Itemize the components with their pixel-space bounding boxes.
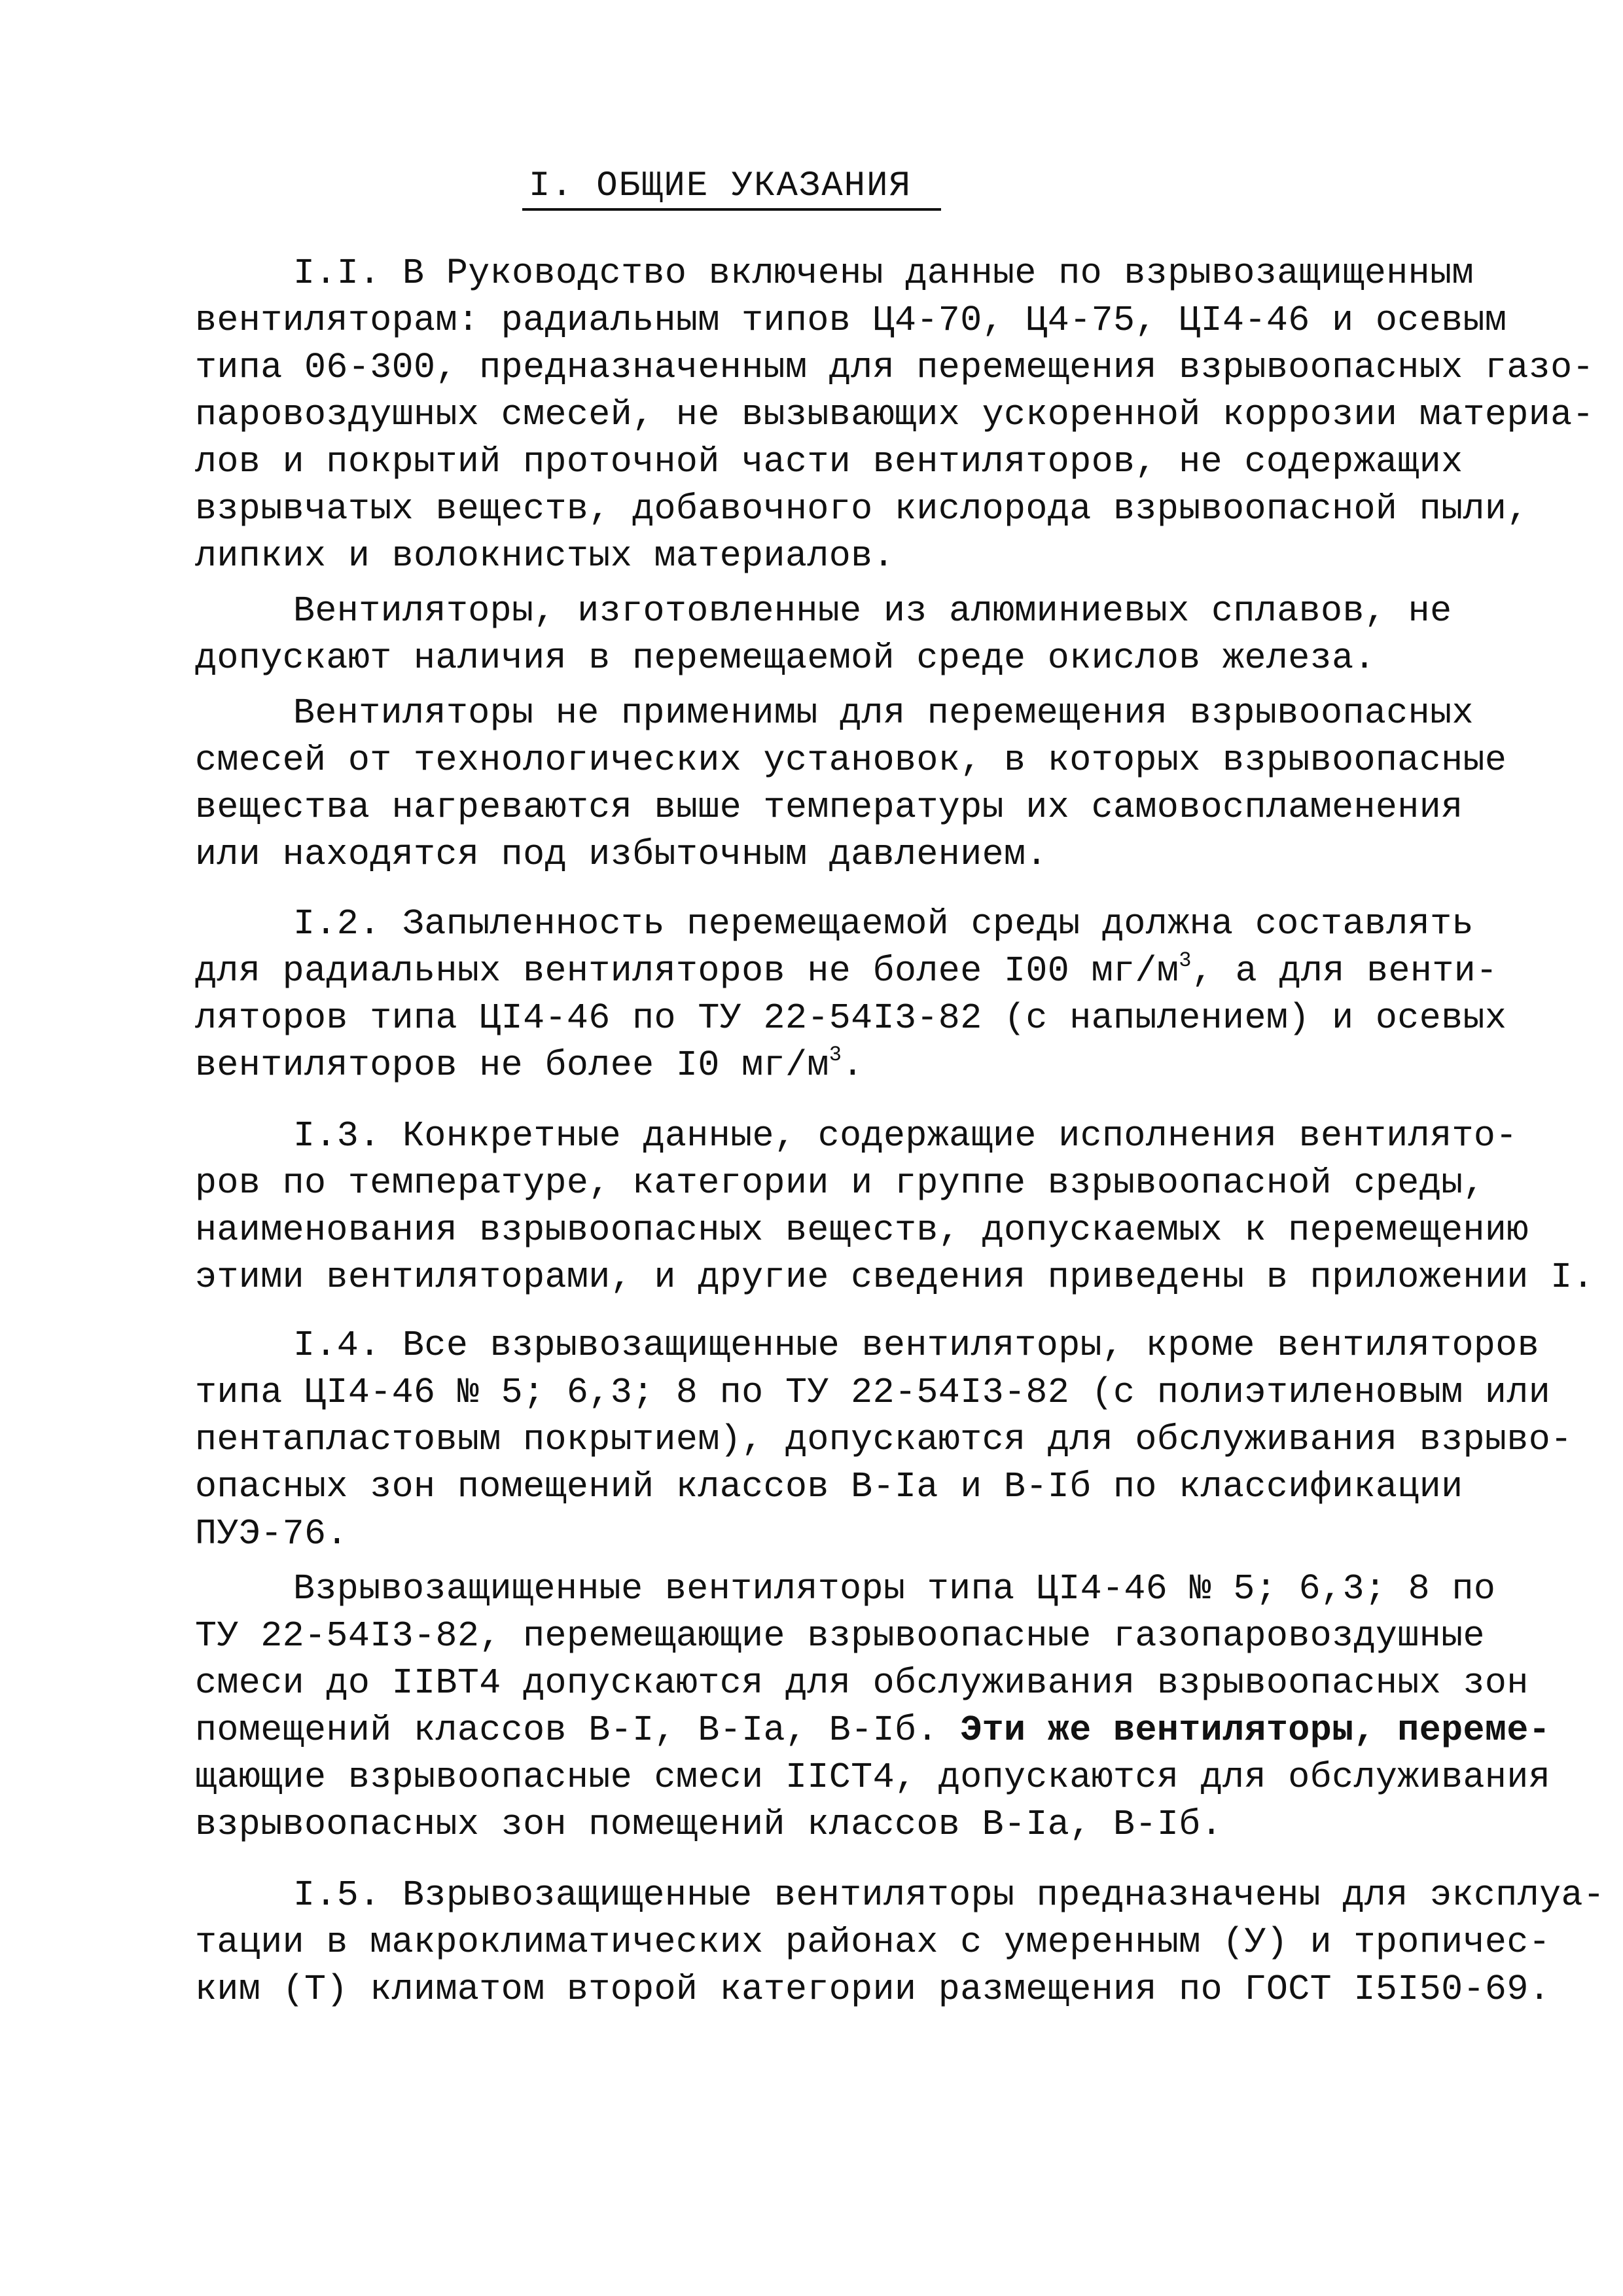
p8-line-2: тации в макроклиматических районах с умеренным (У) и тропичес- [195,1922,1551,1963]
p7-line-6: взрывоопасных зон помещений классов В-Iа, В-Iб. [195,1804,1223,1845]
p2-line-1: Вентиляторы, изготовленные из алюминиевых сплавов, не [293,590,1452,632]
p4-line-4 [195,1042,864,1089]
p3-line-2: смесей от технологических установок, в которых взрывоопасные [195,740,1507,781]
p6-line-1: I.4. Все взрывозащищенные вентиляторы, кроме вентиляторов [293,1325,1540,1366]
p4-line-4-tail: . [842,1045,864,1086]
p1-line-7: липких и волокнистых материалов. [195,535,895,577]
p4-line-2 [195,948,1498,995]
superscript-3: 3 [829,1043,842,1067]
p1-line-5: лов и покрытий проточной части вентиляторов, не содержащих [195,441,1463,482]
p6-line-5: ПУЭ-76. [195,1513,348,1554]
p3-line-1: Вентиляторы не применимы для перемещения взрывоопасных [293,692,1474,734]
p3-line-4: или находятся под избыточным давлением. [195,834,1048,875]
p1-line-2: вентиляторам: радиальным типов Ц4-70, Ц4-75, ЦI4-46 и осевым [195,300,1507,341]
p7-line-4-text: помещений классов В-I, В-Iа, В-Iб. [195,1710,938,1751]
p6-line-2: типа ЦI4-46 № 5; 6,3; 8 по ТУ 22-54I3-82 (с полиэтиленовым или [195,1372,1551,1413]
p4-line-2-text: для радиальных вентиляторов не более I00 мг/м [195,950,1179,992]
p5-line-1: I.3. Конкретные данные, содержащие исполнения вентилято- [293,1115,1518,1157]
p8-line-3: ким (Т) климатом второй категории размещения по ГОСТ I5I50-69. [195,1969,1551,2010]
p7-line-3: смеси до IIВТ4 допускаются для обслуживания взрывоопасных зон [195,1662,1529,1704]
p1-line-6: взрывчатых веществ, добавочного кислорода взрывоопасной пыли, [195,488,1529,529]
superscript-3: 3 [1179,948,1192,973]
title-underline [522,208,941,211]
p7-line-4-bold: Эти же вентиляторы, переме- [960,1710,1551,1751]
section-title: I. ОБЩИЕ УКАЗАНИЯ [529,166,912,206]
p5-line-4: этими вентиляторами, и другие сведения приведены в приложении I. [195,1257,1594,1298]
p6-line-3: пентапластовым покрытием), допускаются для обслуживания взрыво- [195,1419,1573,1460]
p7-line-2: ТУ 22-54I3-82, перемещающие взрывоопасные газопаровоздушные [195,1615,1485,1657]
p5-line-2: ров по температуре, категории и группе взрывоопасной среды, [195,1162,1485,1204]
p3-line-3: вещества нагреваются выше температуры их самовоспламенения [195,787,1463,828]
p4-line-2-tail: , а для венти- [1191,950,1498,992]
p6-line-4: опасных зон помещений классов В-Iа и В-Iб по классификации [195,1466,1463,1507]
p1-line-4: паровоздушных смесей, не вызывающих ускоренной коррозии материа- [195,394,1594,435]
p7-line-4 [195,1707,1550,1754]
p2-line-2: допускают наличия в перемещаемой среде окислов железа. [195,637,1376,679]
p1-line-3: типа 06-300, предназначенным для перемещения взрывоопасных газо- [195,347,1594,388]
p8-line-1: I.5. Взрывозащищенные вентиляторы предназначены для эксплуа- [293,1874,1605,1916]
p1-line-1: I.I. В Руководство включены данные по взрывозащищенным [293,253,1474,294]
p4-line-1: I.2. Запыленность перемещаемой среды должна составлять [293,903,1474,944]
p7-line-5: щающие взрывоопасные смеси IIСТ4, допускаются для обслуживания [195,1757,1551,1798]
p4-line-3: ляторов типа ЦI4-46 по ТУ 22-54I3-82 (с напылением) и осевых [195,997,1507,1039]
p7-line-1: Взрывозащищенные вентиляторы типа ЦI4-46 № 5; 6,3; 8 по [293,1568,1496,1609]
p4-line-4-text: вентиляторов не более I0 мг/м [195,1045,829,1086]
p5-line-3: наименования взрывоопасных веществ, допускаемых к перемещению [195,1210,1529,1251]
